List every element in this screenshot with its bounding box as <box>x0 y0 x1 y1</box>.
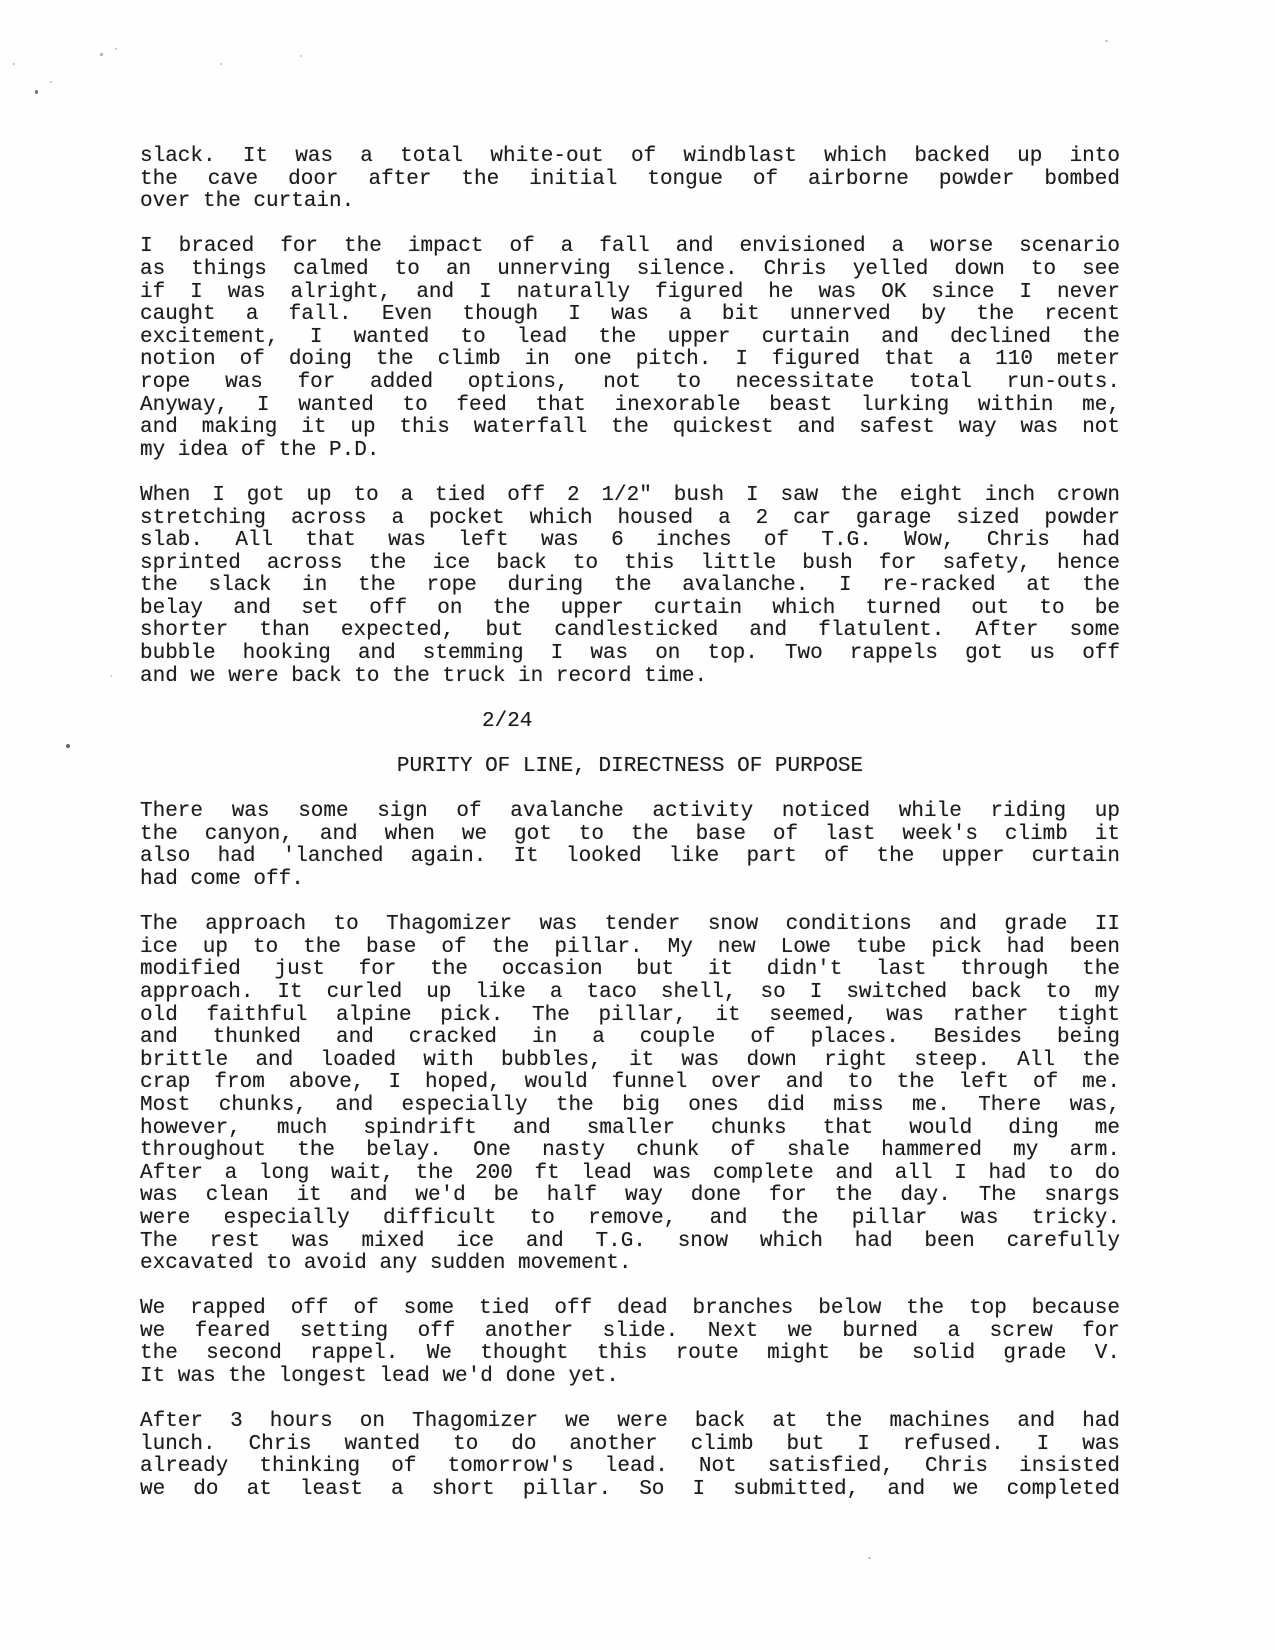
text-line: excitement, I wanted to lead the upper curtain and declined the <box>140 325 1120 349</box>
text-line: sprinted across the ice back to this little bush for safety, hence <box>140 551 1120 575</box>
text-line: bubble hooking and stemming I was on top. Two rappels got us off <box>140 642 1120 666</box>
paragraph <box>140 1411 1120 1501</box>
text-line: and making it up this waterfall the quickest and safest way was not <box>140 416 1120 440</box>
scan-speck <box>110 675 112 677</box>
scan-speck <box>35 90 38 94</box>
text-line: We rapped off of some tied off dead branches below the top because <box>140 1297 1120 1321</box>
text-line: however, much spindrift and smaller chunks that would ding me <box>140 1116 1120 1140</box>
scan-speck <box>50 81 52 83</box>
text-line: Anyway, I wanted to feed that inexorable beast lurking within me, <box>140 393 1120 417</box>
paragraph <box>140 146 1120 214</box>
text-line: rope was for added options, not to necessitate total run-outs. <box>140 370 1120 394</box>
text-line: shorter than expected, but candlesticked and flatulent. After some <box>140 619 1120 643</box>
text-line: the second rappel. We thought this route might be solid grade V. <box>140 1342 1120 1366</box>
text-line: Most chunks, and especially the big ones did miss me. There was, <box>140 1093 1120 1117</box>
text-line: notion of doing the climb in one pitch. I figured that a 110 meter <box>140 348 1120 372</box>
text-line: After a long wait, the 200 ft lead was complete and all I had to do <box>140 1161 1120 1185</box>
text-line: the cave door after the initial tongue of airborne powder bombed <box>140 167 1120 191</box>
scan-speck <box>66 744 70 748</box>
document-body <box>140 146 1120 1502</box>
paragraph <box>140 801 1120 891</box>
paragraph <box>140 236 1120 462</box>
text-line: approach. It curled up like a taco shell, so I switched back to my <box>140 980 1120 1004</box>
text-line: There was some sign of avalanche activity noticed while riding up <box>140 800 1120 824</box>
text-line: belay and set off on the upper curtain which turned out to be <box>140 596 1120 620</box>
scan-speck <box>300 55 302 57</box>
text-line: ice up to the base of the pillar. My new Lowe tube pick had been <box>140 935 1120 959</box>
scan-speck <box>100 53 103 56</box>
scan-speck <box>13 63 15 65</box>
text-line: excavated to avoid any sudden movement. <box>140 1252 632 1276</box>
text-line: After 3 hours on Thagomizer we were back at the machines and had <box>140 1410 1120 1434</box>
scan-speck <box>1105 40 1108 42</box>
text-line: my idea of the P.D. <box>140 438 380 462</box>
heading-date: 2/24 <box>482 709 533 733</box>
text-line: stretching across a pocket which housed a 2 car garage sized powder <box>140 506 1120 530</box>
text-line: and we were back to the truck in record time. <box>140 664 708 688</box>
text-line: The approach to Thagomizer was tender snow conditions and grade II <box>140 913 1120 937</box>
text-line: over the curtain. <box>140 190 355 214</box>
paragraph <box>140 1298 1120 1388</box>
text-line: we do at least a short pillar. So I submitted, and we completed <box>140 1478 1120 1502</box>
text-line: we feared setting off another slide. Next we burned a screw for <box>140 1319 1120 1343</box>
text-line: I braced for the impact of a fall and envisioned a worse scenario <box>140 235 1120 259</box>
text-line: had come off. <box>140 868 304 891</box>
text-line: slack. It was a total white-out of windblast which backed up into <box>140 145 1120 168</box>
text-line: When I got up to a tied off 2 1/2" bush I saw the eight inch crown <box>140 483 1120 507</box>
text-line: The rest was mixed ice and T.G. snow which had been carefully <box>140 1229 1120 1253</box>
paragraph <box>140 914 1120 1276</box>
scan-speck <box>115 48 117 50</box>
paragraph <box>140 485 1120 688</box>
scan-speck <box>868 1557 871 1559</box>
text-line: old faithful alpine pick. The pillar, it seemed, was rather tight <box>140 1003 1120 1027</box>
text-line: and thunked and cracked in a couple of places. Besides being <box>140 1026 1120 1050</box>
text-line: throughout the belay. One nasty chunk of shale hammered my arm. <box>140 1139 1120 1163</box>
text-line: the canyon, and when we got to the base of last week's climb it <box>140 822 1120 846</box>
text-line: brittle and loaded with bubbles, it was down right steep. All the <box>140 1048 1120 1072</box>
text-line: already thinking of tomorrow's lead. Not satisfied, Chris insisted <box>140 1455 1120 1479</box>
text-line: the slack in the rope during the avalanche. I re-racked at the <box>140 574 1120 598</box>
heading-title: PURITY OF LINE, DIRECTNESS OF PURPOSE <box>396 755 864 779</box>
text-line: as things calmed to an unnerving silence. Chris yelled down to see <box>140 257 1120 281</box>
scan-speck <box>220 63 222 65</box>
text-line: caught a fall. Even though I was a bit unnerved by the recent <box>140 303 1120 327</box>
text-line: if I was alright, and I naturally figured he was OK since I never <box>140 280 1120 304</box>
text-line: modified just for the occasion but it didn't last through the <box>140 958 1120 982</box>
text-line: It was the longest lead we'd done yet. <box>140 1365 619 1389</box>
text-line: slab. All that was left was 6 inches of T.G. Wow, Chris had <box>140 529 1120 553</box>
text-line: was clean it and we'd be half way done for the day. The snargs <box>140 1184 1120 1208</box>
text-line: lunch. Chris wanted to do another climb but I refused. I was <box>140 1432 1120 1456</box>
text-line: were especially difficult to remove, and the pillar was tricky. <box>140 1206 1120 1230</box>
text-line: crap from above, I hoped, would funnel over and to the left of me. <box>140 1071 1120 1095</box>
text-line: also had 'lanched again. It looked like part of the upper curtain <box>140 845 1120 869</box>
